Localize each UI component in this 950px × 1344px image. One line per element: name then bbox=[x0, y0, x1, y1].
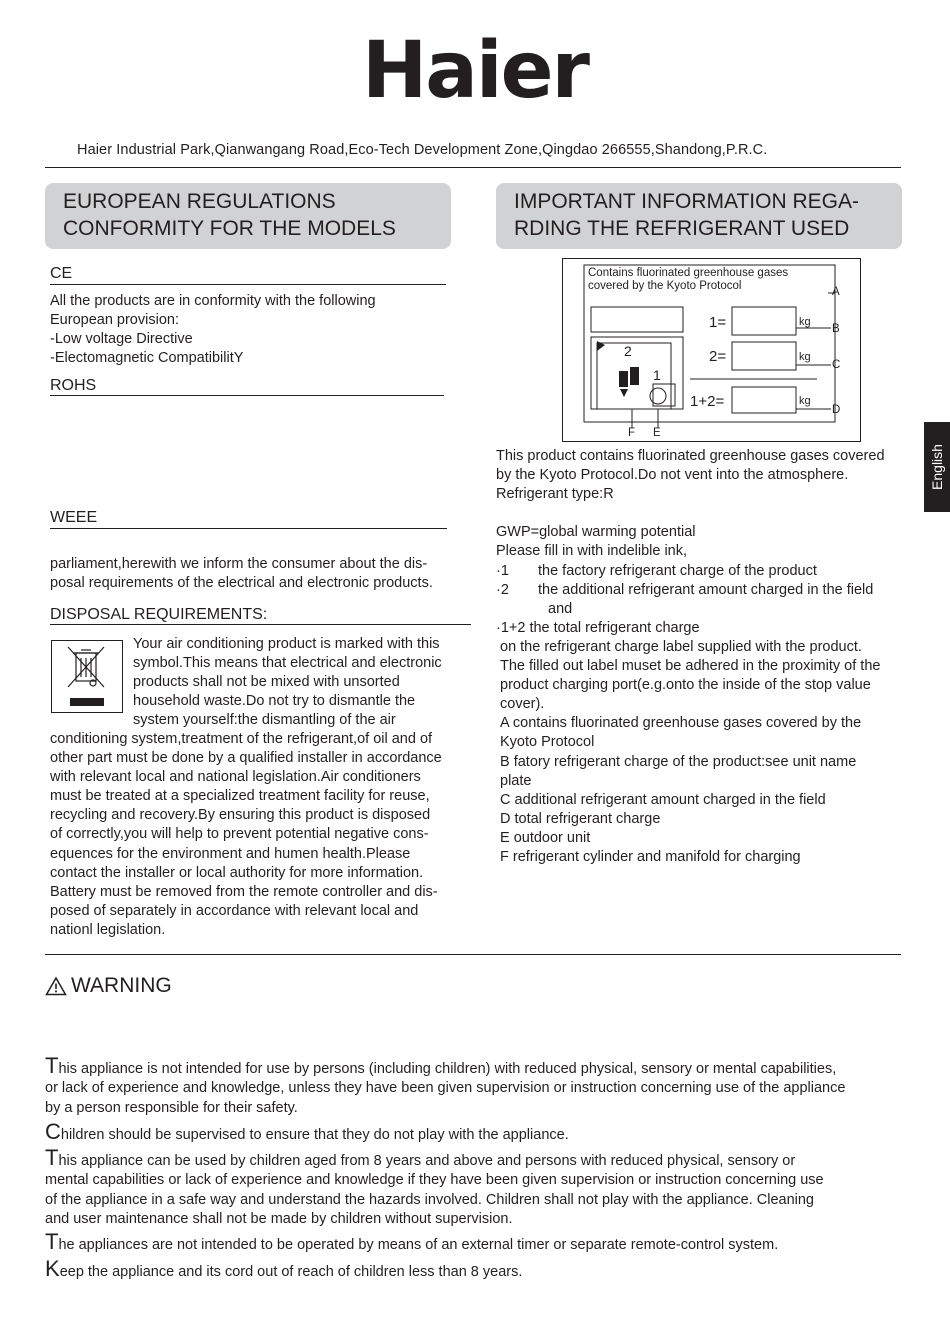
ce-heading: CE bbox=[50, 265, 73, 282]
disposal-line: conditioning system,treatment of the refrigerant,of oil and of bbox=[50, 731, 433, 747]
legend-line: A contains fluorinated greenhouse gases covered by the bbox=[500, 715, 862, 732]
weee-line: parliament,herewith we inform the consumer about the dis- bbox=[50, 556, 428, 572]
drop-cap: T bbox=[45, 1229, 59, 1254]
callout-b: B bbox=[832, 323, 840, 335]
charge-item-2 bbox=[496, 581, 873, 600]
disposal-line: must be treated at a specialized treatment facility for reuse, bbox=[50, 788, 430, 805]
rohs-heading: ROHS bbox=[50, 377, 97, 394]
disposal-line: contact the installer or local authority for more information. bbox=[50, 864, 424, 881]
warning-paragraph-5 bbox=[45, 1256, 907, 1282]
drop-cap: C bbox=[45, 1119, 61, 1144]
label-header-line: Contains fluorinated greenhouse gases bbox=[588, 267, 789, 279]
gwp-line: Please fill in with indelible ink, bbox=[496, 543, 688, 560]
legend-line: E outdoor unit bbox=[500, 829, 591, 846]
legend-line: Kyoto Protocol bbox=[500, 734, 595, 751]
refrigerant-label-diagram bbox=[562, 258, 861, 442]
intro-line: This product contains fluorinated greenhouse gases covered bbox=[496, 448, 885, 464]
disposal-line: equences for the environment and humen health.Please bbox=[50, 845, 411, 862]
legend-line: C additional refrigerant amount charged in the field bbox=[500, 791, 826, 808]
label-header bbox=[588, 267, 788, 293]
paragraph-line: his appliance is not intended for use by persons (including children) with reduced physical, sensory or mental capabilities, bbox=[58, 1061, 837, 1077]
refrigerant-intro bbox=[496, 447, 885, 504]
disposal-text bbox=[50, 730, 442, 940]
paragraph-line: or lack of experience and knowledge, unless they have been given supervision or instruction concerning use of the appliance bbox=[45, 1080, 846, 1097]
callout-f: F bbox=[628, 427, 636, 439]
warning-title: WARNING bbox=[71, 974, 172, 997]
paragraph-line: he appliances are not intended to be operated by means of an external timer or separate remote-control system. bbox=[58, 1237, 779, 1253]
language-tab-label: English bbox=[929, 444, 945, 490]
disposal-line: symbol.This means that electrical and electronic bbox=[133, 655, 442, 672]
callout-d: D bbox=[832, 404, 841, 416]
paragraph-line: his appliance can be used by children aged from 8 years and above and persons with reduced physical, sensory or bbox=[58, 1153, 796, 1169]
label-header-line: covered by the Kyoto Protocol bbox=[588, 280, 742, 292]
diagram-number-2: 2 bbox=[624, 343, 632, 359]
ce-line: -Electomagnetic CompatibilitY bbox=[50, 350, 244, 367]
charge-item-1 bbox=[496, 562, 817, 581]
ce-line: All the products are in conformity with the following bbox=[50, 293, 376, 309]
warning-paragraph-4 bbox=[45, 1229, 907, 1255]
disposal-line: of correctly,you will help to prevent potential negative cons- bbox=[50, 826, 429, 843]
legend-line: B fatory refrigerant charge of the product:see unit name bbox=[500, 753, 857, 770]
callout-a: A bbox=[832, 286, 840, 298]
warning-paragraph-3 bbox=[45, 1145, 907, 1229]
label-row-1: 1= bbox=[709, 314, 727, 331]
callout-e: E bbox=[653, 427, 661, 439]
gwp-line: GWP=global warming potential bbox=[496, 524, 696, 540]
eu-title-line-1: EUROPEAN REGULATIONS bbox=[63, 190, 336, 213]
intro-line: Refrigerant type:R bbox=[496, 486, 614, 503]
disposal-line: other part must be done by a qualified installer in accordance bbox=[50, 750, 442, 767]
disposal-line: Your air conditioning product is marked with this bbox=[133, 636, 440, 652]
charge-item-2-cont: and bbox=[548, 601, 573, 617]
disposal-wrap-text bbox=[133, 635, 442, 730]
warning-heading bbox=[45, 974, 172, 998]
disposal-line: recycling and recovery.By ensuring this product is disposed bbox=[50, 807, 431, 824]
warning-paragraph-1 bbox=[45, 1053, 907, 1118]
weee-text bbox=[50, 555, 433, 593]
diagram-number-1: 1 bbox=[653, 367, 661, 383]
paragraph-line: hildren should be supervised to ensure that they do not play with the appliance. bbox=[60, 1127, 569, 1143]
refrigerant-title-line-2: RDING THE REFRIGERANT USED bbox=[514, 217, 850, 240]
haier-logo: Haier bbox=[361, 26, 589, 116]
weee-underline bbox=[50, 528, 447, 529]
drop-cap: K bbox=[45, 1256, 60, 1281]
warning-paragraph-2 bbox=[45, 1119, 907, 1145]
label-row-2: 2= bbox=[709, 348, 727, 365]
warning-divider bbox=[45, 954, 901, 955]
legend-line: plate bbox=[500, 772, 532, 789]
callout-c: C bbox=[832, 359, 841, 371]
ce-text bbox=[50, 292, 376, 368]
disposal-line: Battery must be removed from the remote controller and dis- bbox=[50, 883, 438, 900]
item-mark: ·1 bbox=[496, 563, 509, 579]
disposal-line: system yourself:the dismantling of the air bbox=[133, 712, 396, 729]
disposal-line: nationl legislation. bbox=[50, 921, 166, 938]
paragraph-line: eep the appliance and its cord out of reach of children less than 8 years. bbox=[59, 1264, 523, 1280]
legend-line: cover). bbox=[500, 696, 545, 713]
paragraph-line: by a person responsible for their safety. bbox=[45, 1099, 298, 1116]
item-mark: ·2 bbox=[496, 582, 509, 598]
disposal-line: posed of separately in accordance with relevant local and bbox=[50, 902, 419, 919]
refrigerant-title-line-1: IMPORTANT INFORMATION REGA- bbox=[514, 190, 859, 213]
legend-line: D total refrigerant charge bbox=[500, 810, 661, 827]
drop-cap: T bbox=[45, 1145, 59, 1170]
item-text: the additional refrigerant amount charged in the field bbox=[538, 582, 874, 598]
unit-kg: kg bbox=[799, 351, 811, 363]
unit-kg: kg bbox=[799, 395, 811, 407]
weee-line: posal requirements of the electrical and electronic products. bbox=[50, 575, 433, 592]
refrigerant-legend bbox=[500, 638, 880, 867]
disposal-heading: DISPOSAL REQUIREMENTS: bbox=[50, 606, 268, 623]
paragraph-line: mental capabilities or lack of experience and knowledge if they have been given supervision or instruction concerning use bbox=[45, 1172, 824, 1189]
ce-underline bbox=[50, 284, 446, 285]
company-address: Haier Industrial Park,Qianwangang Road,Eco-Tech Development Zone,Qingdao 266555,Shandong,P.R.C. bbox=[77, 142, 768, 158]
header-divider bbox=[45, 167, 901, 168]
eu-regulations-title-box bbox=[45, 183, 451, 249]
legend-line: on the refrigerant charge label supplied with the product. bbox=[500, 639, 862, 655]
gwp-text bbox=[496, 523, 695, 561]
weee-heading: WEEE bbox=[50, 509, 98, 526]
unit-kg: kg bbox=[799, 316, 811, 328]
disposal-underline bbox=[50, 624, 471, 625]
ce-line: European provision: bbox=[50, 312, 179, 329]
paragraph-line: of the appliance in a safe way and understand the hazards involved. Children shall not play with the appliance. Cleaning bbox=[45, 1191, 814, 1208]
legend-line: product charging port(e.g.onto the inside of the stop value bbox=[500, 677, 871, 694]
disposal-line: with relevant local and national legislation.Air conditioners bbox=[50, 769, 421, 786]
intro-line: by the Kyoto Protocol.Do not vent into the atmosphere. bbox=[496, 467, 849, 484]
ce-line: -Low voltage Directive bbox=[50, 331, 193, 348]
warning-triangle-icon bbox=[45, 976, 67, 996]
language-tab-english bbox=[924, 422, 950, 512]
disposal-line: household waste.Do not try to dismantle the bbox=[133, 693, 416, 710]
legend-line: The filled out label muset be adhered in the proximity of the bbox=[500, 658, 881, 675]
rohs-underline bbox=[50, 395, 444, 396]
charge-item-total: ·1+2 the total refrigerant charge bbox=[496, 620, 700, 636]
crossed-out-wheelie-bin-icon bbox=[51, 640, 123, 713]
refrigerant-title-box bbox=[496, 183, 902, 249]
legend-line: F refrigerant cylinder and manifold for charging bbox=[500, 849, 801, 866]
eu-title-line-2: CONFORMITY FOR THE MODELS bbox=[63, 217, 396, 240]
disposal-line: products shall not be mixed with unsorted bbox=[133, 674, 400, 691]
item-text: the factory refrigerant charge of the product bbox=[538, 563, 817, 579]
label-row-total: 1+2= bbox=[690, 393, 725, 410]
paragraph-line: and user maintenance shall not be made by children without supervision. bbox=[45, 1210, 513, 1227]
drop-cap: T bbox=[45, 1053, 59, 1078]
